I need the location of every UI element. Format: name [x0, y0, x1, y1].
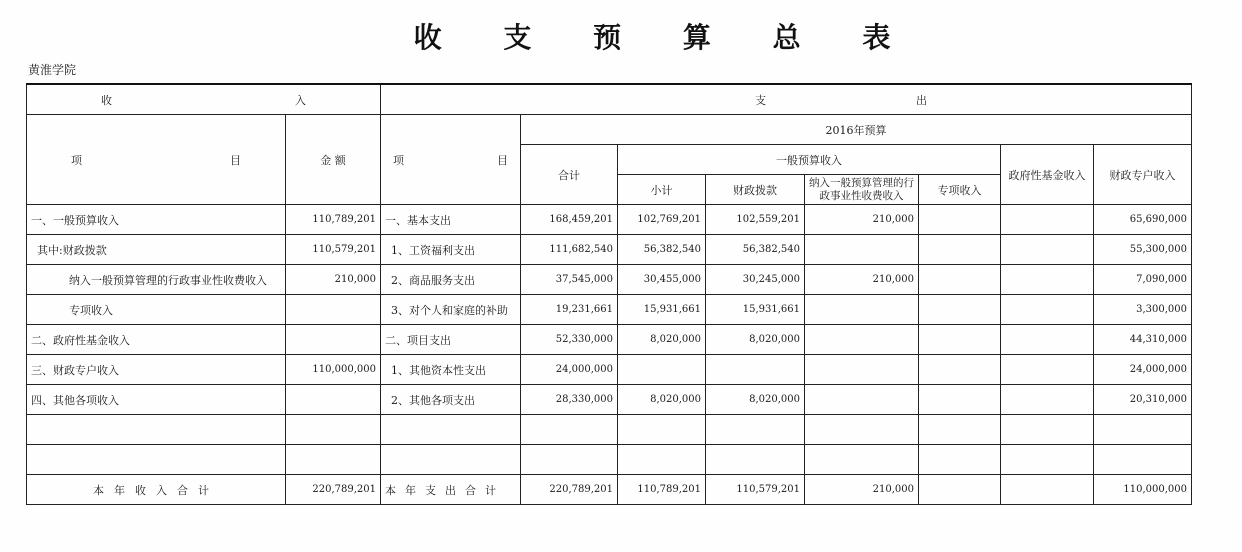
income-item-header: 项 目: [27, 115, 286, 205]
empty-row: [27, 445, 1192, 475]
fiscal-account-header: 财政专户收入: [1094, 145, 1192, 205]
header-row-2: [27, 115, 1192, 145]
table-row: 一、一般预算收入 110,789,201 一、基本支出 168,459,201 102,769,201 102,559,201 210,000 65,690,000: [27, 205, 1192, 235]
budget-table: [26, 83, 1192, 505]
expense-item-header: 项 目: [381, 115, 521, 205]
table-row: 其中:财政拨款 110,579,201 1、工资福利支出 111,682,540 56,382,540 56,382,540 55,300,000: [27, 235, 1192, 265]
empty-row: [27, 415, 1192, 445]
gov-fund-header: 政府性基金收入: [1001, 145, 1094, 205]
year-header: 2016年预算: [521, 115, 1192, 145]
table-row: 二、政府性基金收入 二、项目支出 52,330,000 8,020,000 8,020,000 44,310,000: [27, 325, 1192, 355]
table-row: 专项收入 3、对个人和家庭的补助 19,231,661 15,931,661 15,931,661 3,300,000: [27, 295, 1192, 325]
page-title: 收 支 预 算 总 表: [413, 21, 917, 54]
expense-total-label: 本年支出合计: [381, 475, 521, 505]
income-total-amount: 220,789,201: [286, 475, 381, 505]
admin-fee-header: 纳入一般预算管理的行政事业性收费收入: [805, 175, 919, 205]
totals-row: 本年收入合计 220,789,201 本年支出合计 220,789,201 110,789,201 110,579,201 210,000 110,000,000: [27, 475, 1192, 505]
subtotal-header: 小计: [618, 175, 706, 205]
organization-name: 黄淮学院: [28, 63, 77, 77]
table-row: 三、财政专户收入 110,000,000 1、其他资本性支出 24,000,000 24,000,000: [27, 355, 1192, 385]
table-row: 纳入一般预算管理的行政事业性收费收入 210,000 2、商品服务支出 37,545,000 30,455,000 30,245,000 210,000 7,090,000: [27, 265, 1192, 295]
expense-header: 支 出: [381, 84, 1192, 115]
special-header: 专项收入: [919, 175, 1001, 205]
allocation-header: 财政拨款: [706, 175, 805, 205]
amount-header: 金 额: [286, 115, 381, 205]
income-header: 收 入: [27, 84, 381, 115]
income-total-label: 本年收入合计: [27, 475, 286, 505]
table-row: 四、其他各项收入 2、其他各项支出 28,330,000 8,020,000 8,020,000 20,310,000: [27, 385, 1192, 415]
total-header: 合计: [521, 145, 618, 205]
header-row-1: [27, 84, 1192, 115]
general-budget-header: 一般预算收入: [618, 145, 1001, 175]
